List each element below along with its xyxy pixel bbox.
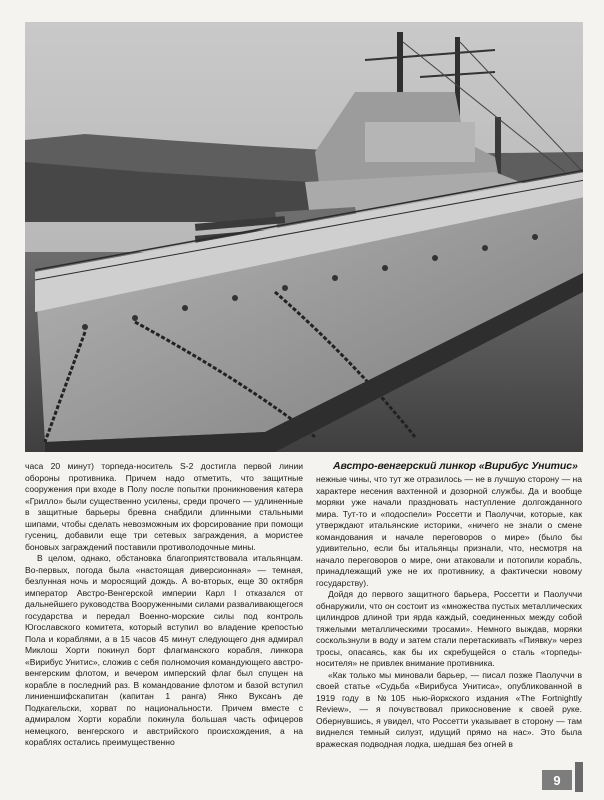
decorative-strip: [575, 762, 583, 792]
paragraph: «Как только мы миновали барьер, — писал позже Паолуччи в своей статье «Судьба «Вирибуса Унитиса», опубликованной в 1919 году в №105 нью-йоркского издания «The Fortnightly Review», — я почувствовал прикосновение к своей руке. Обернувшись, я увидел, что Россетти указывает в сторону — там виднелся темный силуэт, идущий прямо на нас». Это была вражеская подводная лодка, шедшая без огней в: [316, 669, 582, 749]
battleship-photo: [25, 22, 583, 452]
paragraph: Дойдя до первого защитного барьера, Россетти и Паолуччи обнаружили, что он состоит из «множества пустых металлических цилиндров длиной три ярда каждый, соединенных между собой тяжелыми металлическими тросами». Немного выждав, моряки соскользнули в воду и затем стали перетаскивать «Пиявку» через тросы, опасаясь, как бы их скребущейся о сталь «торпеды-носителя» не привлек внимание противника.: [316, 589, 582, 668]
photo-caption: Австро-венгерский линкор «Вирибус Унитис»: [333, 460, 578, 472]
article-column-right: [316, 474, 582, 750]
paragraph: нежные чины, что тут же отразилось — не в лучшую сторону — на характере несения вахтенной и дозорной службы. Да и вообще моряки уже начали праздновать наступление долгожданного мира. Тут-то и «подоспели» Россетти и Паолуччи, которые, как утверждают итальянские историки, «ничего не знали о смене командования и начале переговоров о мире» (было бы удивительно, если бы итальянцы признали, что, несмотря на начало переговоров о мире, они атаковали и потопили корабль, принадлежащий уже не их противнику, а фактически новому государству).: [316, 474, 582, 588]
paragraph: часа 20 минут) торпеда-носитель S-2 достигла первой линии обороны противника. Причем надо отметить, что защитные сооружения при входе в Полу после попытки проникновения катера «Грилло» были существенно усилены, среди прочего — удлиненные в защитные барьеры бревна снабдили длинными стальными шипами, чтобы сделать невозможным их форсирование при помощи гусениц, добавили еще три сетевых заграждения, а мористее боновых заграждений поставили противолодочные мины.: [25, 461, 303, 552]
paragraph: В целом, однако, обстановка благоприятствовала итальянцам. Во-первых, погода была «настоящая диверсионная» — темная, безлунная ночь и моросящий дождь. А во-вторых, еще 30 октября император Австро-Венгерской империи Карл I отказался от дальнейшего руководства Вооруженными силами разваливающегося государства и передал Военно-морские силы под контроль Югославского комитета, который вступил во владение крепостью Пола и кораблями, а в 15 часов 45 минут следующего дня адмирал Миклош Хорти покинул борт флагманского корабля, линкора «Вирибус Унитис», сложив с себя полномочия командующего австро-венгерским флотом, и вечером имперский флаг был спущен на корабле в последний раз. В командование флотом и базой вступил линиеншифскапитан (капитан 1 ранга) Янко Вуксанъ де Подкагельски, хорват по национальности. Причем вместе с адмиралом Хорти корабли покинула большая часть офицеров немецкого, венгерского и австрийского происхождения, а на кораблях остались преимущественно: [25, 553, 303, 747]
article-column-left: [25, 461, 303, 749]
page-number: 9: [542, 770, 572, 790]
